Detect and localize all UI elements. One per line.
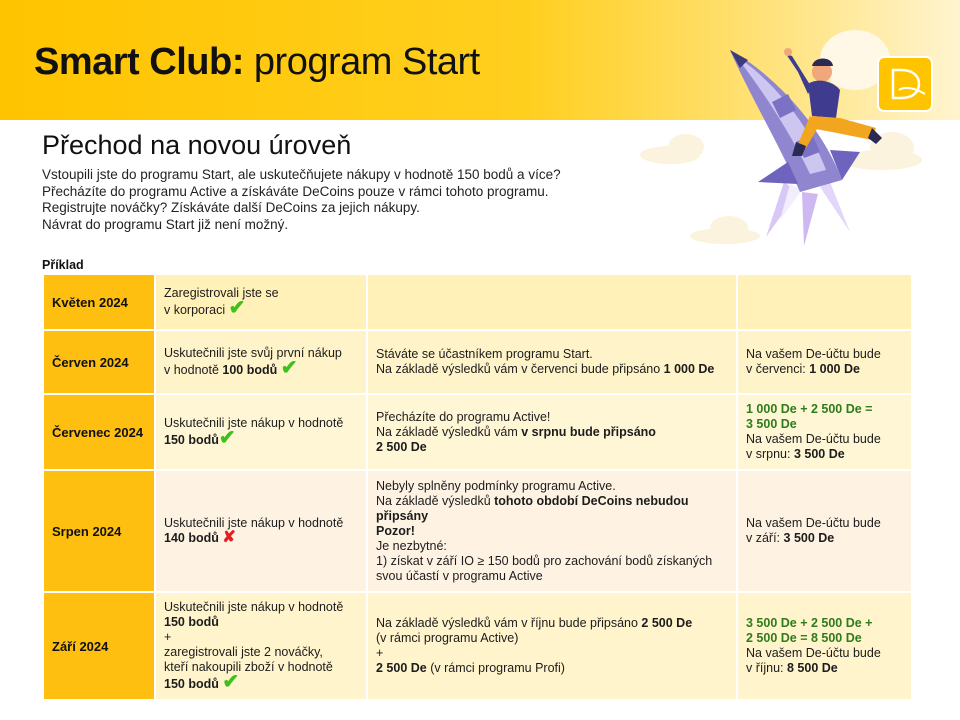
result-cell: Nebyly splněny podmínky programu Active. Na základě výsledků tohoto období DeCoins nebudou připsány Pozor! Je nezbytné: 1) získat v září IO ≥ 150 bodů pro zachování bodů získaných svou účastí v programu Active bbox=[367, 470, 737, 592]
result-cell: Stáváte se účastníkem programu Start. Na základě výsledků vám v červenci bude připsáno 1 000 De bbox=[367, 330, 737, 394]
check-icon: ✔ bbox=[280, 357, 298, 379]
action-cell: Uskutečnili jste nákup v hodnotě 140 bodů ✘ bbox=[155, 470, 367, 592]
table-row bbox=[43, 330, 912, 394]
balance-cell: 3 500 De + 2 500 De + 2 500 De = 8 500 De Na vašem De-účtu bude v říjnu: 8 500 De bbox=[737, 592, 912, 700]
balance-cell: 1 000 De + 2 500 De = 3 500 De Na vašem De-účtu bude v srpnu: 3 500 De bbox=[737, 394, 912, 470]
table-row bbox=[43, 274, 912, 330]
action-cell: Uskutečnili jste svůj první nákup v hodnotě 100 bodů ✔ bbox=[155, 330, 367, 394]
check-icon: ✔ bbox=[222, 671, 240, 693]
table-row bbox=[43, 592, 912, 700]
rocket-illustration bbox=[700, 32, 890, 247]
balance-cell: Na vašem De-účtu bude v září: 3 500 De bbox=[737, 470, 912, 592]
intro-line: Přecházíte do programu Active a získáváte DeCoins pouze v rámci tohoto programu. bbox=[42, 183, 549, 199]
month-cell: Červen 2024 bbox=[43, 330, 155, 394]
intro-line: Návrat do programu Start již není možný. bbox=[42, 216, 289, 232]
result-cell: Přecházíte do programu Active! Na základě výsledků vám v srpnu bude připsáno 2 500 De bbox=[367, 394, 737, 470]
month-cell: Září 2024 bbox=[43, 592, 155, 700]
action-cell: Zaregistrovali jste se v korporaci ✔ bbox=[155, 274, 367, 330]
result-cell bbox=[367, 274, 737, 330]
de-logo-mark bbox=[879, 58, 931, 110]
cloud-decoration bbox=[668, 134, 704, 160]
intro-line: Vstoupili jste do programu Start, ale uskutečňujete nákupy v hodnotě 150 bodů a více? bbox=[42, 167, 561, 182]
check-icon: ✔ bbox=[228, 297, 246, 319]
month-cell: Červenec 2024 bbox=[43, 394, 155, 470]
result-cell: Na základě výsledků vám v říjnu bude připsáno 2 500 De (v rámci programu Active) + 2 500 De (v rámci programu Profi) bbox=[367, 592, 737, 700]
page-title: Smart Club: program Start bbox=[34, 41, 480, 83]
example-table bbox=[42, 273, 913, 701]
example-label: Příklad bbox=[42, 258, 84, 272]
intro-line: Registrujte nováčky? Získáváte další DeCoins za jejich nákupy. bbox=[42, 200, 420, 216]
rocket-flames bbox=[766, 182, 850, 246]
de-logo-icon bbox=[877, 56, 933, 112]
balance-cell: Na vašem De-účtu bude v červenci: 1 000 De bbox=[737, 330, 912, 394]
month-cell: Květen 2024 bbox=[43, 274, 155, 330]
table-row bbox=[43, 470, 912, 592]
balance-cell bbox=[737, 274, 912, 330]
action-cell: Uskutečnili jste nákup v hodnotě 150 bodů + zaregistrovali jste 2 nováčky, kteří nakoupili zboží v hodnotě 150 bodů ✔ bbox=[155, 592, 367, 700]
intro-text bbox=[42, 167, 561, 233]
check-icon: ✔ bbox=[218, 427, 236, 449]
table-row bbox=[43, 394, 912, 470]
cross-icon: ✘ bbox=[222, 529, 236, 546]
month-cell: Srpen 2024 bbox=[43, 470, 155, 592]
action-cell: Uskutečnili jste nákup v hodnotě 150 bodů✔ bbox=[155, 394, 367, 470]
section-title: Přechod na novou úroveň bbox=[42, 130, 352, 160]
